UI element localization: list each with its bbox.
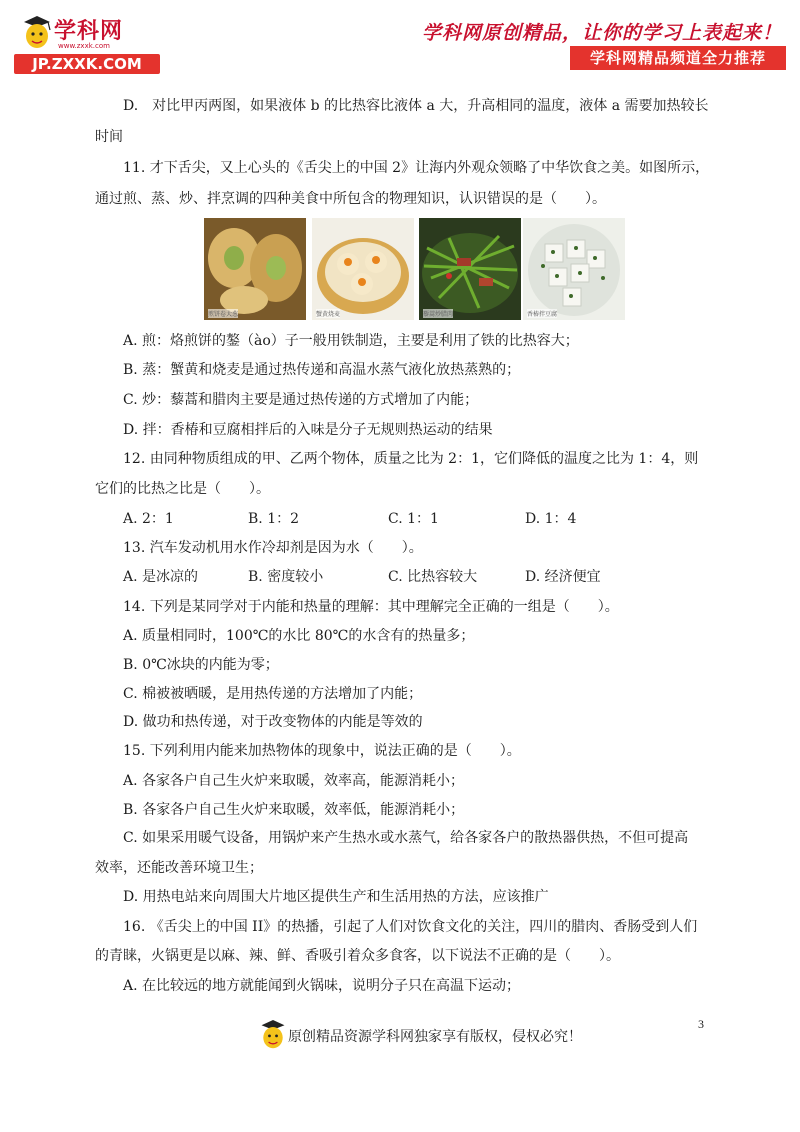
option-a: A. 煎：烙煎饼的鏊（ào）子一般用铁制造，主要是利用了铁的比热容大；	[123, 333, 579, 349]
photo-caption: 香椿拌豆腐	[527, 311, 558, 318]
photo-caption: 藜蒿炒腊肉	[423, 311, 454, 318]
shaomai-photo	[312, 218, 414, 320]
option-b: B. 0℃冰块的内能为零；	[123, 657, 279, 673]
text-line: 时间	[95, 129, 123, 145]
logo-domain: JP.ZXXK.COM	[14, 54, 160, 74]
option-d: D. 经济便宜	[525, 569, 601, 585]
channel-banner: 学科网精品频道全力推荐	[570, 46, 786, 70]
logo-title: 学科网	[54, 19, 124, 44]
photo-caption: 煎饼卷大葱	[208, 311, 239, 318]
option-a: A. 是冰凉的	[123, 569, 199, 585]
option-d: D. 用热电站来向周围大片地区提供生产和生活用热的方法，应该推广	[123, 889, 549, 905]
copyright-notice: 原创精品资源学科网独家享有版权，侵权必究！	[288, 1029, 582, 1045]
header-slogan: 学科网原创精品，让你的学习上表起来！	[421, 22, 782, 44]
option-c: C. 炒：藜蒿和腊肉主要是通过热传递的方式增加了内能；	[123, 392, 479, 408]
page-header	[0, 0, 800, 80]
page-footer	[258, 1018, 598, 1052]
option-b: B. 各家各户自己生火炉来取暖，效率低，能源消耗小；	[123, 802, 465, 818]
option-c: C. 棉被被晒暖，是用热传递的方法增加了内能；	[123, 686, 423, 702]
option-b: B. 1：2	[248, 511, 300, 527]
question-16: 16. 《舌尖上的中国 II》的热播，引起了人们对饮食文化的关注，四川的腊肉、香肠受到人们	[123, 919, 698, 935]
option-a: A. 2：1	[123, 511, 174, 527]
option-b: B. 蒸：蟹黄和烧麦是通过热传递和高温水蒸气液化放热蒸熟的；	[123, 362, 521, 378]
question-13: 13. 汽车发动机用水作冷却剂是因为水（ ）。	[123, 540, 423, 556]
option-a: A. 在比较远的地方就能闻到火锅味，说明分子只在高温下运动；	[123, 978, 521, 994]
tofu-photo	[523, 218, 625, 320]
question-12: 12. 由同种物质组成的甲、乙两个物体，质量之比为 2：1，它们降低的温度之比为 1：4，则	[123, 451, 699, 467]
option-a: A. 各家各户自己生火炉来取暖，效率高，能源消耗小；	[123, 773, 465, 789]
text-line: D. 对比甲丙两图，如果液体 b 的比热容比液体 a 大，升高相同的温度，液体 a 需要加热较长	[123, 98, 709, 114]
option-b: B. 密度较小	[248, 569, 324, 585]
logo-url: www.zxxk.com	[58, 42, 110, 50]
option-d: D. 拌：香椿和豆腐相拌后的入味是分子无规则热运动的结果	[123, 422, 493, 438]
food-photo-strip	[204, 218, 629, 320]
mascot-icon	[20, 14, 54, 52]
text-line: 效率，还能改善环境卫生；	[95, 860, 263, 876]
zxxk-logo[interactable]	[14, 12, 164, 74]
stirfry-photo	[419, 218, 521, 320]
question-14: 14. 下列是某同学对于内能和热量的理解：其中理解完全正确的一组是（ ）。	[123, 599, 619, 615]
question-11: 11. 才下舌尖，又上心头的《舌尖上的中国 2》让海内外观众领略了中华饮食之美。如图所示，	[123, 160, 710, 176]
photo-caption: 蟹黄烧麦	[316, 311, 341, 318]
option-c: C. 比热容较大	[388, 569, 478, 585]
option-a: A. 质量相同时，100℃的水比 80℃的水含有的热量多；	[123, 628, 475, 644]
text-line: 通过煎、蒸、炒、拌烹调的四种美食中所包含的物理知识，认识错误的是（ ）。	[95, 191, 606, 207]
page-number: 3	[698, 1017, 704, 1031]
option-c: C. 1：1	[388, 511, 439, 527]
option-d: D. 1：4	[525, 511, 577, 527]
mascot-icon	[258, 1018, 288, 1052]
pancake-photo	[204, 218, 306, 320]
option-c: C. 如果采用暖气设备，用锅炉来产生热水或水蒸气，给各家各户的散热器供热，不但可提高	[123, 830, 689, 846]
question-15: 15. 下列利用内能来加热物体的现象中，说法正确的是（ ）。	[123, 743, 521, 759]
text-line: 的青睐，火锅更是以麻、辣、鲜、香吸引着众多食客，以下说法不正确的是（ ）。	[95, 948, 620, 964]
option-d: D. 做功和热传递，对于改变物体的内能是等效的	[123, 714, 423, 730]
text-line: 它们的比热之比是（ ）。	[95, 481, 270, 497]
